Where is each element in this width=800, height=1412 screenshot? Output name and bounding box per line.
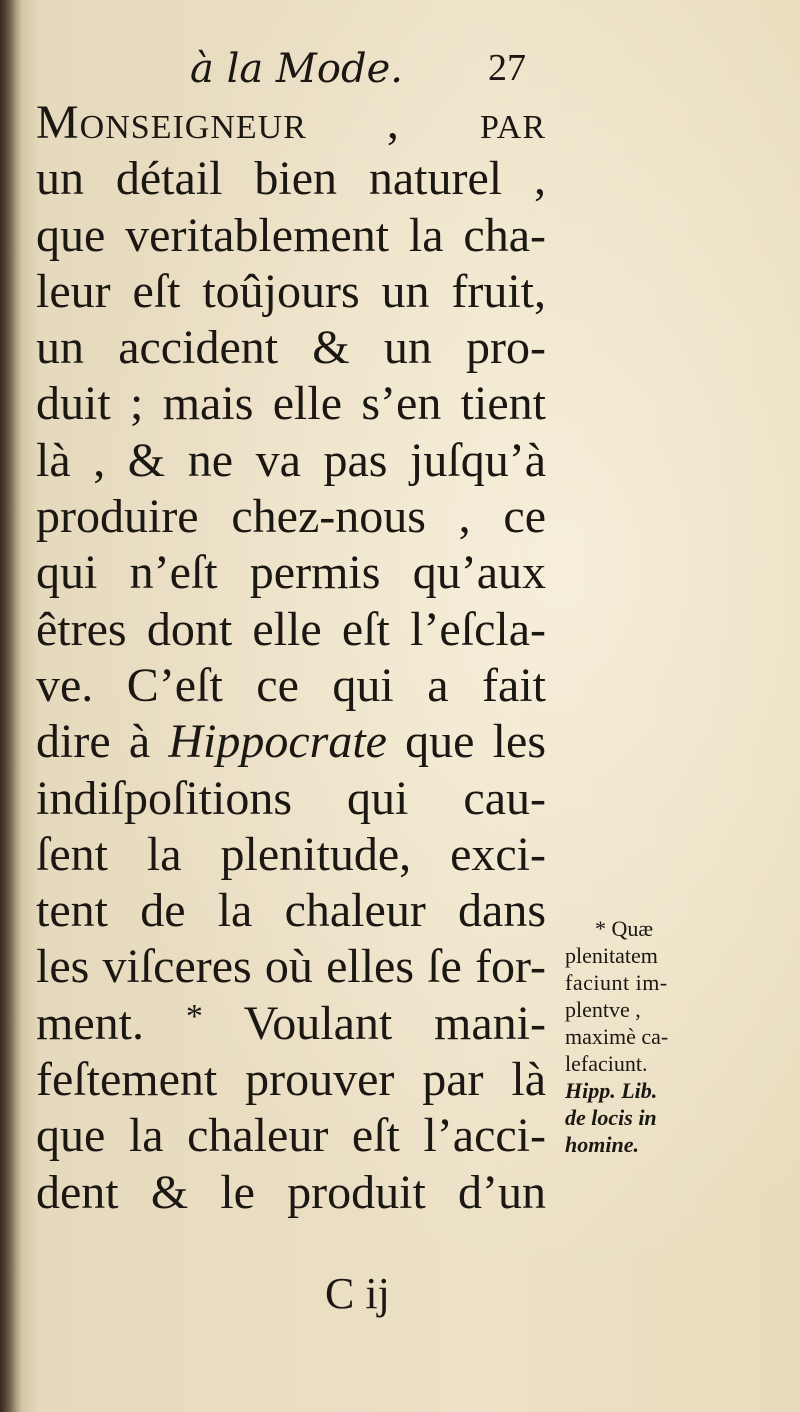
hippocrate-name: Hippocrate — [168, 715, 387, 769]
page-number: 27 — [488, 47, 526, 89]
marginal-line-9: homine. — [565, 1132, 639, 1157]
text-line-5: un accident & un pro- — [36, 321, 546, 375]
text-line-11: ve. C’eſt ce qui a fait — [36, 658, 546, 712]
text-line-13: indiſpoſitions qui cau- — [36, 771, 546, 825]
text-line-12-start: dire à — [36, 715, 169, 769]
text-line-17-end: Voulant mani- — [202, 996, 547, 1050]
marginal-line-2: plenitatem — [565, 943, 658, 968]
text-line-4: leur eſt toûjours un fruit, — [36, 264, 546, 318]
marginal-note — [565, 915, 715, 1158]
text-line-1: Monseigneur , par — [36, 96, 546, 149]
text-line-6: duit ; mais elle s’en tient — [36, 377, 546, 431]
marginal-line-8: de locis in — [565, 1105, 657, 1130]
text-line-10: êtres dont elle eſt l’eſcla- — [36, 602, 546, 656]
page-header — [0, 38, 800, 98]
text-line-2: un détail bien naturel , — [36, 152, 546, 206]
text-line-18: feſtement prouver par là — [36, 1053, 546, 1107]
text-line-17-start: ment. — [36, 996, 186, 1050]
marginal-line-1: * Quæ — [595, 916, 654, 941]
marginal-line-6: lefaciunt. — [565, 1051, 648, 1076]
signature-mark: C ij — [325, 1269, 390, 1318]
text-line-3: que veritablement la cha- — [36, 208, 546, 262]
text-line-17 — [36, 996, 546, 1052]
marginal-line-7: Hipp. Lib. — [565, 1078, 658, 1103]
marginal-line-3: faciunt im- — [565, 970, 668, 995]
spine-shadow — [0, 0, 22, 1412]
text-line-20: dent & le produit d’un — [36, 1165, 546, 1219]
text-line-12-end: que les — [386, 715, 546, 769]
text-line-16: les viſceres où elles ſe for- — [36, 940, 546, 994]
text-line-8: produire chez-nous , ce — [36, 490, 546, 544]
body-text — [36, 95, 546, 1221]
running-head: à la Mode. — [190, 46, 403, 92]
text-line-9: qui n’eſt permis qu’aux — [36, 546, 546, 600]
text-line-15: tent de la chaleur dans — [36, 884, 546, 938]
text-line-14: ſent la plenitude, exci- — [36, 827, 546, 881]
marginal-line-5: maximè ca- — [565, 1024, 669, 1049]
text-line-19: que la chaleur eſt l’acci- — [36, 1109, 546, 1163]
text-line-12 — [36, 714, 546, 770]
footnote-star: * — [185, 997, 203, 1035]
marginal-line-4: plentve , — [565, 997, 641, 1022]
text-line-7: là , & ne va pas juſqu’à — [36, 433, 546, 487]
